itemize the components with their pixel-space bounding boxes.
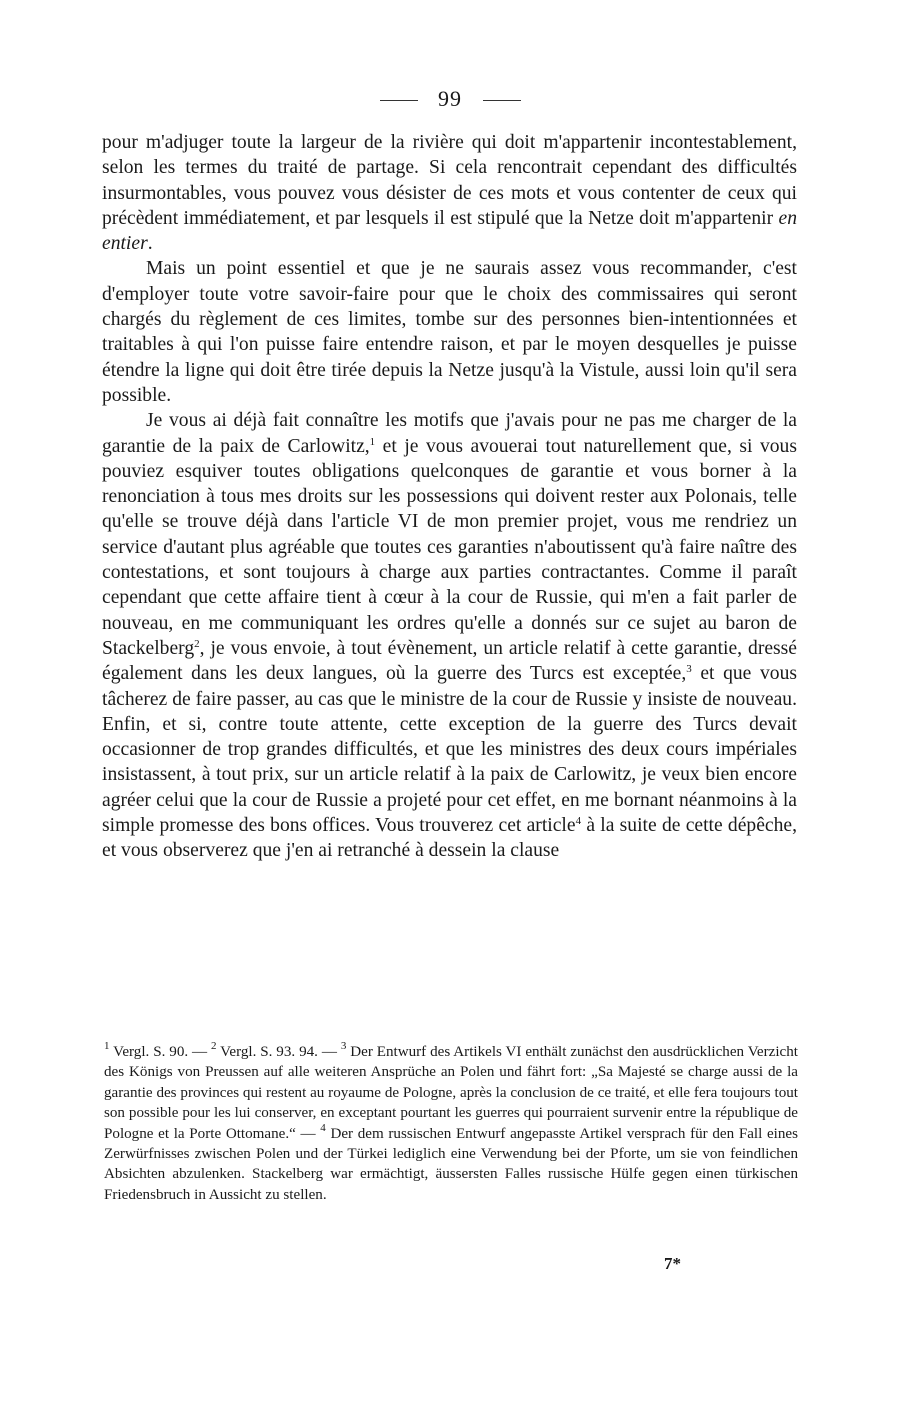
paragraph-3-seg-3: , je vous envoie, à tout évènement, un article relatif à cette garantie, dressé également dans les deux langues, où la guerre des Turcs est exceptée, — [102, 637, 797, 685]
paragraph-3-seg-1: Je vous ai déjà fait connaître les motifs que j'avais pour ne pas me charger de la garantie de la paix de Carlowitz, — [102, 410, 797, 457]
footnote-mark-2: 2 — [211, 1040, 217, 1052]
footnote-block — [104, 1042, 798, 1205]
footnote-ref-2: 2 — [194, 637, 200, 650]
paragraph-1-end: . — [147, 233, 153, 255]
signature-mark: 7* — [664, 1254, 681, 1273]
footnote-mark-4: 4 — [320, 1121, 326, 1134]
paragraph-1 — [102, 130, 797, 256]
main-text — [102, 130, 797, 864]
footnote-text-3: Der Entwurf des Artikels VI enthält zunächst den ausdrücklichen Verzicht des Königs von Preussen auf alle weiteren Ansprüche an Polen und fährt fort: „Sa Majesté se charge aussi de la garantie des provinces qui restent au royaume de Pologne, après la conclusion de ce traité, et elle fera toujours tout son possible pour les lui conserver, en exceptant pourtant les guerres qui pourraient survenir entre la république de Pologne et la Porte Ottomane.“ — — [104, 1044, 798, 1142]
page-number: 99 — [438, 86, 462, 111]
footnote-text-1: Vergl. S. 90. — — [109, 1044, 212, 1060]
paragraph-1-italic: en entier — [102, 207, 797, 255]
footnote-ref-1: 1 — [369, 435, 376, 448]
paragraph-1-text: pour m'adjuger toute la largeur de la rivière qui doit m'appartenir incontestablement, selon les termes du traité de partage. Si cela rencontrait cependant des difficultés insurmontables, vous pouvez vous désister de ces mots et vous contenter de ceux qui précèdent immédiatement, et par lesquels il est stipulé que la Netze doit m'appartenir — [102, 132, 797, 229]
footnote-text-4: Der dem russischen Entwurf angepasste Artikel versprach für den Fall eines Zerwürfnisses zwischen Polen und der Türkei lediglich eine Verwendung bei der Pforte, um sie von feindlichen Absichten abzulenken. Stackelberg war ermächtigt, äussersten Falles russische Hülfe gegen einen türkischen Friedensbruch in Aussicht zu stellen. — [104, 1125, 798, 1203]
footnote-ref-4: 4 — [575, 815, 582, 828]
paragraph-3-seg-4: et que vous tâcherez de faire passer, au cas que le ministre de la cour de Russie y insiste de nouveau. Enfin, et si, contre toute attente, cette exception de la guerre des Turcs devait occasionner de trop grandes difficultés, et que les ministres des deux cours impériales insistassent, à tout prix, sur un article relatif à la paix de Carlowitz, je veux bien encore agréer celui que la cour de Russie a projeté pour cet effet, en me bornant néanmoins à la simple promesse des bons offices. Vous trouverez cet article — [102, 663, 797, 837]
paragraph-3-seg-5: à la suite de cette dépêche, et vous observerez que j'en ai retranché à dessein la clause — [102, 815, 798, 862]
footnote-ref-3: 3 — [686, 663, 692, 676]
footnotes — [104, 1042, 798, 1205]
paragraph-2: Mais un point essentiel et que je ne saurais assez vous recommander, c'est d'employer toute votre savoir-faire pour que le choix des commissaires qui seront chargés du règlement de ces limites, tombe sur des personnes bien-intentionnées et traitables à qui l'on puisse faire entendre raison, et par le moyen desquelles je puisse étendre la ligne qui doit être tirée depuis la Netze jusqu'à la Vistule, aussi loin qu'il sera possible. — [102, 258, 797, 406]
header-dash-right — [483, 100, 521, 101]
paragraph-3 — [102, 408, 797, 863]
footnote-mark-3: 3 — [340, 1040, 347, 1052]
paragraph-3-seg-2: et je vous avouerai tout naturellement que, si vous pouviez esquiver toutes obligations quelconques de garantie et vous borner à la renonciation à tous mes droits sur les possessions qui doivent rester aux Polonais, telle qu'elle se trouve déjà dans l'article VI de mon premier projet, vous me rendriez un service d'autant plus agréable que toutes ces garanties n'aboutissent qu'à faire naître des contestations, et sont toujours à charge aux parties contractantes. Comme il paraît cependant que cette affaire tient à cœur à la cour de Russie, qui m'en a fait parler de nouveau, en me communiquant les ordres qu'elle a donnés sur ce sujet au baron de Stackelberg — [102, 435, 797, 659]
footnote-mark-1: 1 — [104, 1040, 110, 1052]
footnote-text-2: Vergl. S. 93. 94. — — [216, 1044, 341, 1060]
page-header — [0, 86, 900, 112]
header-dash-left — [380, 100, 418, 101]
